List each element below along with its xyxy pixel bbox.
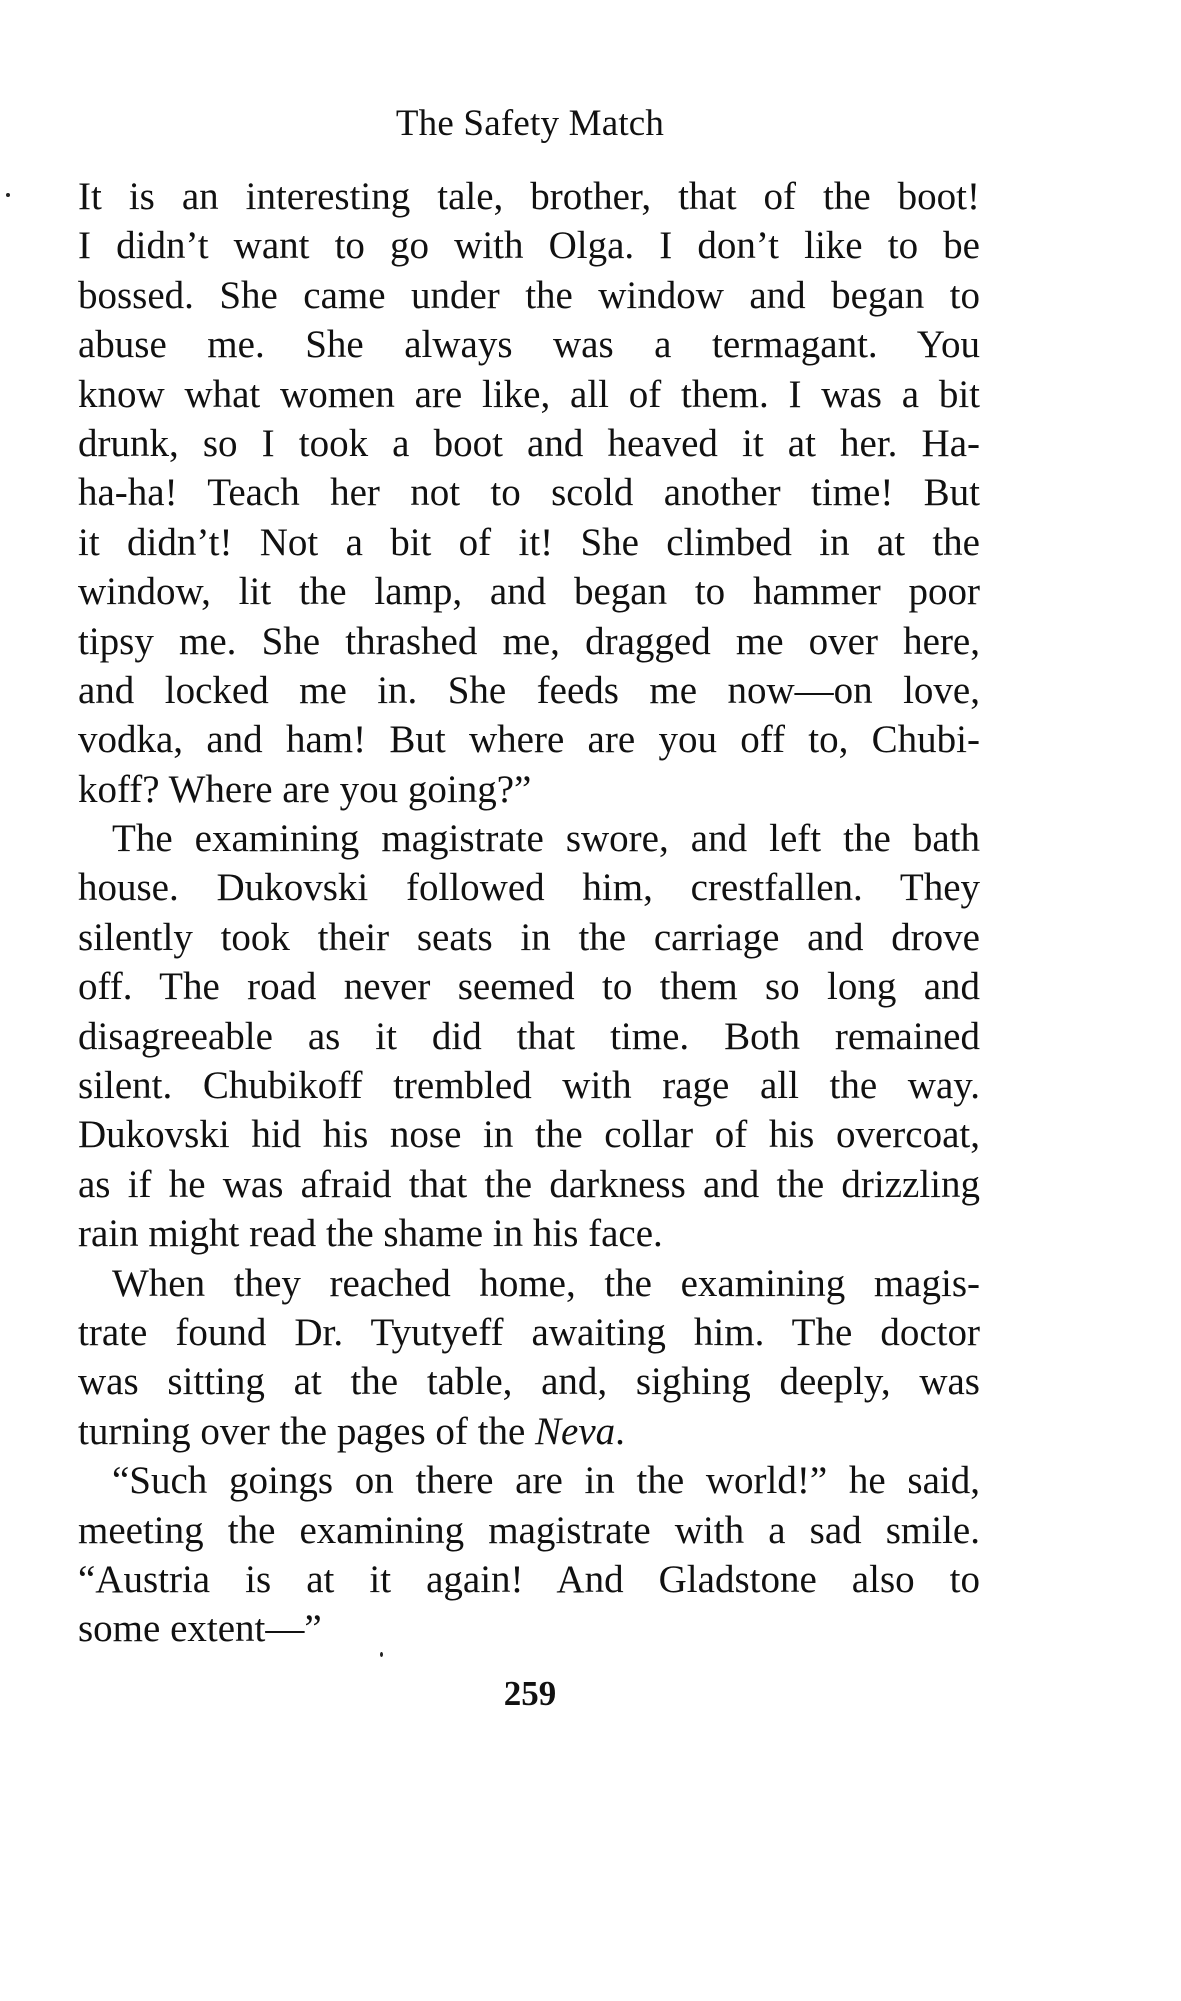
text-line — [78, 1407, 980, 1456]
body-text — [78, 172, 980, 1654]
text-line: window, lit the lamp, and began to hammer poor — [78, 570, 980, 614]
text-line: meeting the examining magistrate with a sad smile. — [78, 1508, 980, 1552]
ink-speck — [6, 193, 10, 197]
text-line: Dukovski hid his nose in the collar of his overcoat, — [78, 1113, 980, 1157]
text-line: some extent—” — [78, 1607, 322, 1651]
running-head: The Safety Match — [395, 103, 665, 144]
text-line: was sitting at the table, and, sighing deeply, was — [78, 1360, 980, 1404]
paragraph-1 — [78, 172, 980, 814]
text-line: know what women are like, all of them. I was a bit — [78, 372, 980, 416]
text-line: rain might read the shame in his face. — [78, 1212, 663, 1256]
periodical-title: Neva — [535, 1409, 616, 1453]
text-line: koff? Where are you going?” — [78, 767, 532, 811]
text-line: ha-ha! Teach her not to scold another time! But — [78, 471, 980, 515]
ink-speck — [380, 1652, 383, 1657]
text-line: The examining magistrate swore, and left the bath — [112, 817, 980, 861]
page-number: 259 — [503, 1674, 557, 1713]
text-line: It is an interesting tale, brother, that of the boot! — [78, 175, 980, 218]
text-line: “Such goings on there are in the world!” he said, — [112, 1459, 980, 1503]
text-line: as if he was afraid that the darkness and the drizzling — [78, 1162, 980, 1206]
paragraph-3 — [78, 1259, 980, 1457]
text-line: bossed. She came under the window and began to — [78, 273, 980, 317]
text-line: it didn’t! Not a bit of it! She climbed in at the — [78, 520, 980, 564]
text-line: drunk, so I took a boot and heaved it at her. Ha- — [78, 421, 980, 465]
text-line: house. Dukovski followed him, crestfallen. They — [78, 866, 980, 910]
text-line: disagreeable as it did that time. Both remained — [78, 1014, 980, 1058]
text-line: off. The road never seemed to them so long and — [78, 965, 980, 1009]
text-line: and locked me in. She feeds me now—on love, — [78, 668, 980, 712]
text-line: tipsy me. She thrashed me, dragged me over here, — [78, 619, 980, 663]
text-line: vodka, and ham! But where are you off to, Chubi- — [78, 718, 980, 762]
text-line: I didn’t want to go with Olga. I don’t like to be — [78, 224, 980, 268]
text-line: When they reached home, the examining magis- — [112, 1261, 980, 1305]
text-line: “Austria is at it again! And Gladstone also to — [78, 1557, 980, 1601]
paragraph-4 — [78, 1456, 980, 1654]
text-line: abuse me. She always was a termagant. You — [78, 323, 980, 367]
text-line: silently took their seats in the carriage and drove — [78, 915, 980, 959]
paragraph-2 — [78, 814, 980, 1259]
text-line: trate found Dr. Tyutyeff awaiting him. The doctor — [78, 1310, 980, 1354]
text-line: silent. Chubikoff trembled with rage all the way. — [78, 1064, 980, 1108]
text-line-end: . — [615, 1409, 625, 1453]
text-line-start: turning over the pages of the — [78, 1409, 536, 1453]
